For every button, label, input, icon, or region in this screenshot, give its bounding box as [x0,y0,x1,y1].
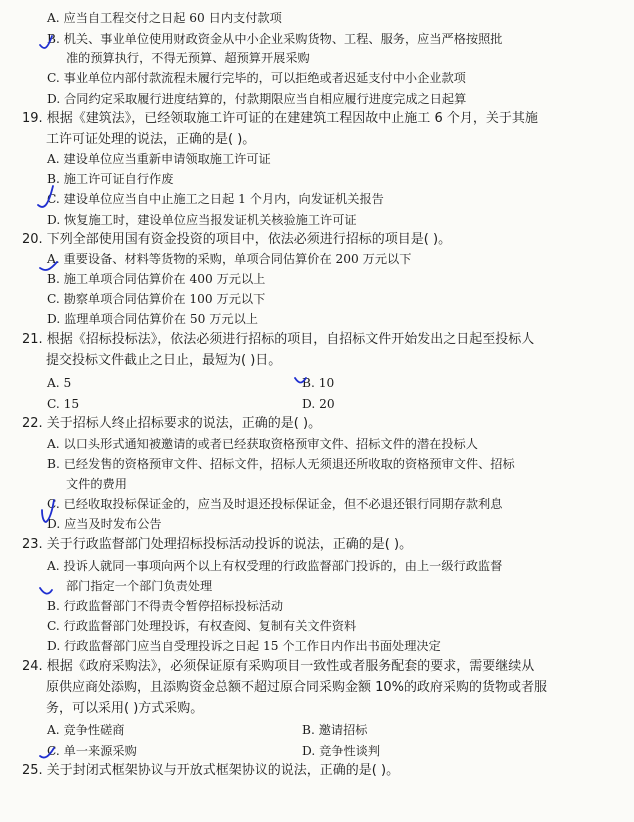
option-c-24: C. 单一来源采购 [47,744,137,758]
option-c-19: C. 建设单位应当自中止施工之日起 1 个月内，向发证机关报告 [47,192,384,206]
option-d-19: D. 恢复施工时，建设单位应当报发证机关核验施工许可证 [47,213,357,227]
option-d-23: D. 行政监督部门应当自受理投诉之日起 15 个工作日内作出书面处理决定 [47,639,441,653]
question-20: 20. 下列全部使用国有资金投资的项目中，依法必须进行招标的项目是( )。 [22,232,452,247]
question-23: 23. 关于行政监督部门处理招标投标活动投诉的说法，正确的是( )。 [22,537,413,552]
option-b-20: B. 施工单项合同估算价在 400 万元以上 [47,272,266,286]
option-c-18: C. 事业单位内部付款流程未履行完毕的，可以拒绝或者迟延支付中小企业款项 [47,71,466,85]
option-d-22: D. 应当及时发布公告 [47,517,162,531]
option-b-22-cont: 文件的费用 [66,477,127,491]
question-21-cont: 提交投标文件截止之日止，最短为( )日。 [46,353,282,368]
option-a-18: A. 应当自工程交付之日起 60 日内支付款项 [47,11,282,25]
option-a-20: A. 重要设备、材料等货物的采购，单项合同估算价在 200 万元以下 [47,252,412,266]
option-a-19: A. 建设单位应当重新申请领取施工许可证 [47,152,271,166]
option-b-19: B. 施工许可证自行作废 [47,172,174,186]
question-25: 25. 关于封闭式框架协议与开放式框架协议的说法，正确的是( )。 [22,763,400,778]
option-d-20: D. 监理单项合同估算价在 50 万元以上 [47,312,258,326]
option-c-23: C. 行政监督部门处理投诉，有权查阅、复制有关文件资料 [47,619,357,633]
question-19-cont: 工许可证处理的说法，正确的是( )。 [46,132,256,147]
question-21: 21. 根据《招标投标法》，依法必须进行招标的项目，自招标文件开始发出之日起至投标人 [22,332,535,347]
option-b-24: B. 邀请招标 [302,723,368,737]
option-a-23: A. 投诉人就同一事项向两个以上有权受理的行政监督部门投诉的，由上一级行政监督 [47,559,503,573]
question-19: 19. 根据《建筑法》，已经领取施工许可证的在建建筑工程因故中止施工 6 个月，关于其施 [22,111,538,126]
option-d-21: D. 20 [302,397,335,411]
question-24-cont: 原供应商处添购，且添购资金总额不超过原合同采购金额 10%的政府采购的货物或者服 [46,680,548,695]
option-a-24: A. 竞争性磋商 [47,723,125,737]
option-c-21: C. 15 [47,397,80,411]
option-b-21: B. 10 [302,376,335,390]
option-b-23: B. 行政监督部门不得责令暂停招标投标活动 [47,599,284,613]
question-22: 22. 关于招标人终止招标要求的说法，正确的是( )。 [22,416,322,431]
option-b-18-cont: 准的预算执行，不得无预算、超预算开展采购 [66,51,310,65]
option-b-22: B. 已经发售的资格预审文件、招标文件，招标人无须退还所收取的资格预审文件、招标 [47,457,515,471]
option-c-22: C. 已经收取投标保证金的，应当及时退还投标保证金，但不必退还银行同期存款利息 [47,497,503,511]
question-24-cont2: 务，可以采用( )方式采购。 [46,701,204,716]
option-c-20: C. 勘察单项合同估算价在 100 万元以下 [47,292,266,306]
check-mark-q23 [40,588,52,594]
question-24: 24. 根据《政府采购法》，必须保证原有采购项目一致性或者服务配套的要求，需要继续从 [22,659,535,674]
option-a-23-cont: 部门指定一个部门负责处理 [66,579,213,593]
option-d-24: D. 竞争性谈判 [302,744,381,758]
option-d-18: D. 合同约定采取履行进度结算的，付款期限应当自相应履行进度完成之日起算 [47,92,467,106]
option-a-22: A. 以口头形式通知被邀请的或者已经获取资格预审文件、招标文件的潜在投标人 [47,437,478,451]
option-b-18: B. 机关、事业单位使用财政资金从中小企业采购货物、工程、服务，应当严格按照批 [47,32,503,46]
option-a-21: A. 5 [47,376,72,390]
